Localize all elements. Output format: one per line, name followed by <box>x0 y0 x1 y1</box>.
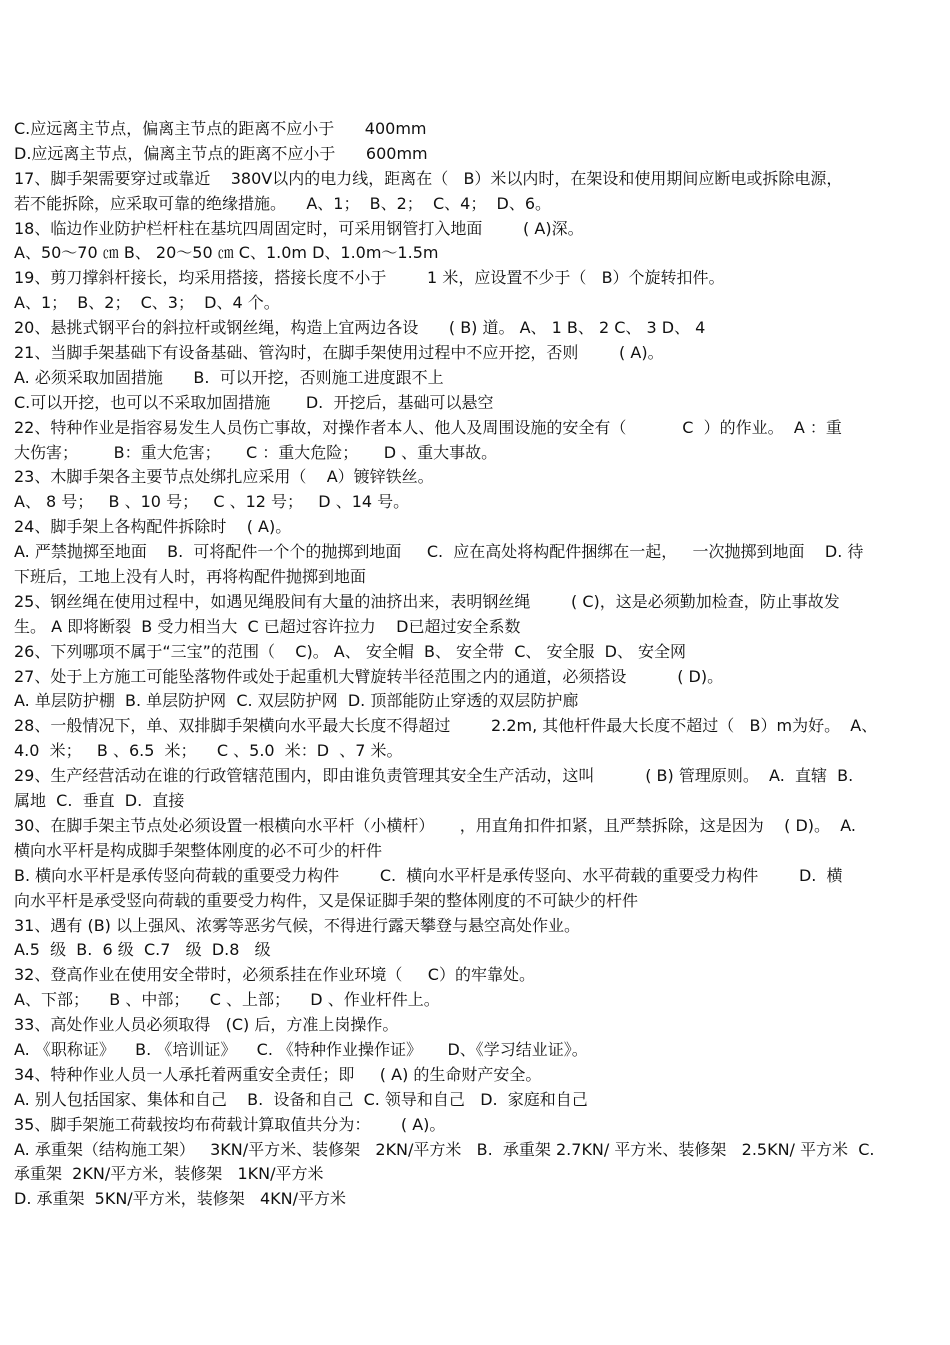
text-line: A. 《职称证》 B. 《培训证》 C. 《特种作业操作证》 D、《学习结业证》。 <box>14 1039 588 1059</box>
text-line: 17、脚手架需要穿过或靠近 380V以内的电力线，距离在（ B）米以内时，在架设和使用期间应断电或拆除电源， <box>14 168 843 188</box>
text-line: A、50～70 ㎝ B、 20～50 ㎝ C、1.0m D、1.0m～1.5m <box>14 243 439 263</box>
text-line: 19、剪刀撑斜杆接长，均采用搭接，搭接长度不小于 1 米，应设置不少于（ B）个旋转扣件。 <box>14 268 725 288</box>
text-line: A、 8 号； B 、10 号； C 、12 号； D 、14 号。 <box>14 492 410 512</box>
text-line: 24、脚手架上各构配件拆除时 ( A)。 <box>14 517 292 537</box>
text-line: 生。 A 即将断裂 B 受力相当大 C 已超过容许拉力 D已超过安全系数 <box>14 616 521 636</box>
text-line: 21、当脚手架基础下有设备基础、管沟时，在脚手架使用过程中不应开挖，否则 ( A)。 <box>14 343 664 363</box>
text-line: 若不能拆除，应采取可靠的绝缘措施。 A、1； B、2； C、4； D、6。 <box>14 193 551 213</box>
text-line: 25、钢丝绳在使用过程中，如遇见绳股间有大量的油挤出来，表明钢丝绳 ( C)，这是必须勤加检查，防止事故发 <box>14 591 840 611</box>
text-line: 20、悬挑式钢平台的斜拉杆或钢丝绳，构造上宜两边各设 ( B) 道。 A、 1 B、 2 C、 3 D、 4 <box>14 318 706 338</box>
text-line: 27、处于上方施工可能坠落物件或处于起重机大臂旋转半径范围之内的通道，必须搭设 ( D)。 <box>14 666 724 686</box>
question-list <box>14 117 942 1212</box>
text-line: B. 横向水平杆是承传竖向荷载的重要受力构件 C. 横向水平杆是承传竖向、水平荷载的重要受力构件 D. 横 <box>14 865 843 885</box>
text-line: 4.0 米； B 、6.5 米； C 、5.0 米：D 、7 米。 <box>14 741 403 761</box>
text-line: 22、特种作业是指容易发生人员伤亡事故，对操作者本人、他人及周围设施的安全有（ C ）的作业。 A ：重 <box>14 417 842 437</box>
text-line: 向水平杆是承受竖向荷载的重要受力构件，又是保证脚手架的整体刚度的不可缺少的杆件 <box>14 890 639 910</box>
text-line: 承重架 2KN/平方米，装修架 1KN/平方米 <box>14 1164 324 1184</box>
text-line: 29、生产经营活动在谁的行政管辖范围内，即由谁负责管理其安全生产活动，这叫 ( B) 管理原则。 A. 直辖 B. <box>14 766 854 786</box>
text-line: 下班后，工地上没有人时，再将构配件抛掷到地面 <box>14 567 367 587</box>
text-line: C.应远离主节点，偏离主节点的距离不应小于 400mm <box>14 119 427 138</box>
text-line: A、1； B、2； C、3； D、4 个。 <box>14 293 280 313</box>
text-line: 23、木脚手架各主要节点处绑扎应采用（ A）镀锌铁丝。 <box>14 467 434 487</box>
text-line: 28、一般情况下，单、双排脚手架横向水平最大长度不得超过 2.2m, 其他杆件最大长度不超过（ B）m为好。 A、 <box>14 716 878 736</box>
text-line: A. 严禁抛掷至地面 B. 可将配件一个个的抛掷到地面 C. 应在高处将构配件捆绑在一起， 一次抛掷到地面 D. 待 <box>14 542 864 562</box>
text-line: A. 别人包括国家、集体和自己 B. 设备和自己 C. 领导和自己 D. 家庭和自己 <box>14 1089 588 1109</box>
text-line: 35、脚手架施工荷载按均布荷载计算取值共分为： ( A)。 <box>14 1114 446 1134</box>
text-line: A.5 级 B. 6 级 C.7 级 D.8 级 <box>14 940 271 960</box>
text-line: A、下部； B 、中部； C 、上部； D 、作业杆件上。 <box>14 990 440 1010</box>
text-line: 31、遇有 (B) 以上强风、浓雾等恶劣气候，不得进行露天攀登与悬空高处作业。 <box>14 915 580 935</box>
text-line: 18、临边作业防护栏杆柱在基坑四周固定时，可采用钢管打入地面 ( A)深。 <box>14 218 584 238</box>
text-line: 横向水平杆是构成脚手架整体刚度的必不可少的杆件 <box>14 840 383 860</box>
text-line: A. 承重架（结构施工架） 3KN/平方米、装修架 2KN/平方米 B. 承重架 2.7KN/ 平方米、装修架 2.5KN/ 平方米 C. <box>14 1139 875 1159</box>
text-line: 34、特种作业人员一人承托着两重安全责任；即 ( A) 的生命财产安全。 <box>14 1064 542 1084</box>
text-line: A. 单层防护棚 B. 单层防护网 C. 双层防护网 D. 顶部能防止穿透的双层防护廊 <box>14 691 579 711</box>
text-line: 属地 C. 垂直 D. 直接 <box>14 791 185 811</box>
text-line: 30、在脚手架主节点处必须设置一根横向水平杆（小横杆） ，用直角扣件扣紧，且严禁拆除，这是因为 ( D)。 A. <box>14 815 856 835</box>
text-line: A. 必须采取加固措施 B. 可以开挖，否则施工进度跟不上 <box>14 367 444 387</box>
text-line: 32、登高作业在使用安全带时，必须系挂在作业环境（ C）的牢靠处。 <box>14 965 535 985</box>
text-line: 33、高处作业人员必须取得 (C) 后，方准上岗操作。 <box>14 1015 399 1035</box>
text-line: D.应远离主节点，偏离主节点的距离不应小于 600mm <box>14 143 428 163</box>
text-line: 26、下列哪项不属于“三宝”的范围（ C)。 A、 安全帽 B、 安全带 C、 安全服 D、 安全网 <box>14 641 687 661</box>
text-line: D. 承重架 5KN/平方米，装修架 4KN/平方米 <box>14 1189 346 1209</box>
text-line: 大伤害； B：重大危害； C ：重大危险； D 、重大事故。 <box>14 442 498 462</box>
text-line: C.可以开挖，也可以不采取加固措施 D. 开挖后，基础可以悬空 <box>14 392 494 412</box>
